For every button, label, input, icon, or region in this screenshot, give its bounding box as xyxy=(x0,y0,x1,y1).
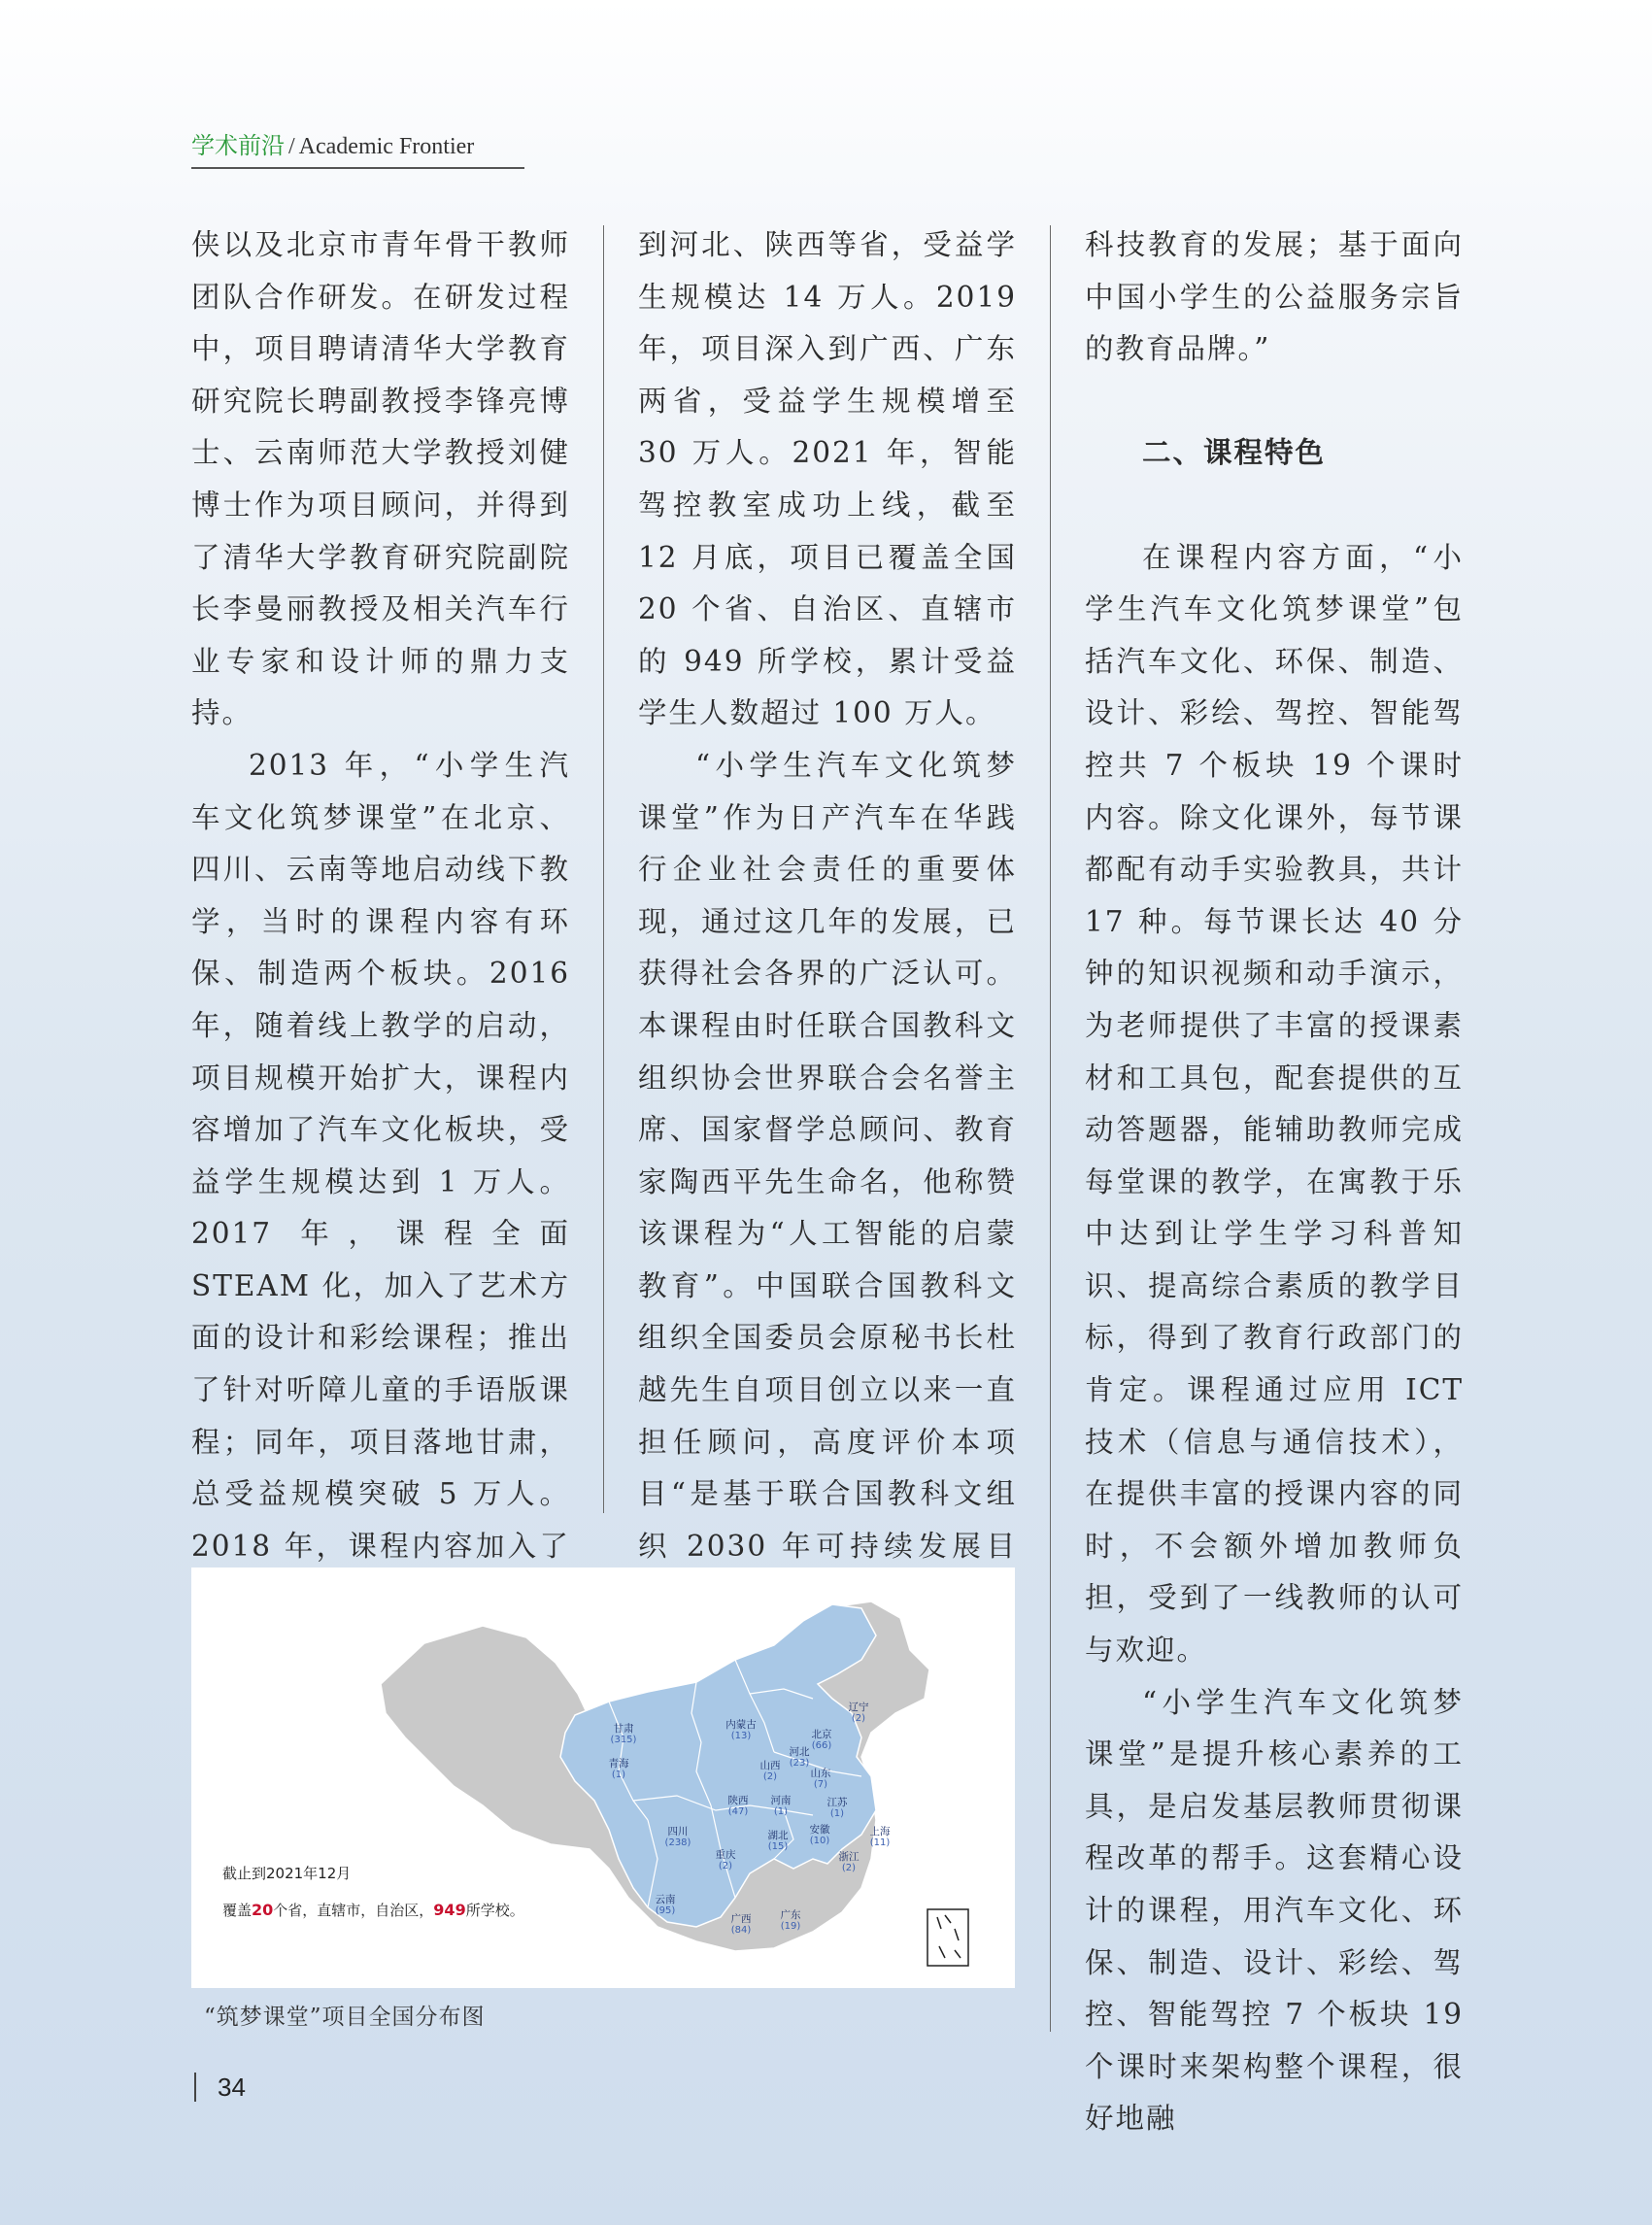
map-label-neimenggu: 内蒙古 (13) xyxy=(725,1719,757,1741)
header-section-en: Academic Frontier xyxy=(298,134,475,159)
map-label-guangdong: 广东 (19) xyxy=(780,1909,801,1932)
map-label-jiangsu: 江苏 (1) xyxy=(826,1797,848,1819)
column-divider xyxy=(603,225,604,1513)
paragraph: “小学生汽车文化筑梦课堂”是提升核心素养的工具，是启发基层教师贯彻课程改革的帮手。这套精心设计的课程，用汽车文化、环保、制造、设计、彩绘、驾控、智能驾控 7 个板块 19 个课时来架构整个课程，很好地融 xyxy=(1085,1685,1464,2136)
paragraph: 2013 年，“小学生汽车文化筑梦课堂”在北京、四川、云南等地启动线下教学，当时的课程内容有环保、制造两个板块。2016 年，随着线上教学的启动，项目规模开始扩大，课程内容增加了汽车文化板块，受益学生规模达到 1 万人。2017 年，课程全面 STEAM 化，加入了艺术方面的设计和彩绘课程；推出了针对听障儿童的手语版课程；同年，项目落地甘肃，总受益规模突破 5 万人。2018 年，课程内容加入了 xyxy=(191,748,570,1563)
text-column-1 xyxy=(191,219,570,1677)
map-label-anhui: 安徽 (10) xyxy=(809,1824,830,1846)
map-label-shanghai: 上海 (11) xyxy=(869,1826,891,1848)
map-label-hubei: 湖北 (15) xyxy=(767,1830,789,1852)
section-heading: 二、课程特色 xyxy=(1142,436,1327,470)
map-label-zhejiang: 浙江 (2) xyxy=(838,1851,860,1873)
map-label-yunnan: 云南 (95) xyxy=(655,1894,676,1916)
map-label-guangxi: 广西 (84) xyxy=(730,1913,752,1936)
map-label-hebei: 河北 (23) xyxy=(789,1746,810,1769)
map-note-date: 截止到2021年12月 xyxy=(222,1865,352,1882)
column-divider xyxy=(1050,225,1051,2032)
map-note-coverage: 覆盖20个省，直辖市，自治区，949所学校。 xyxy=(222,1901,524,1919)
map-label-chongqing: 重庆 (2) xyxy=(715,1849,736,1871)
map-label-gansu: 甘肃 (315) xyxy=(610,1723,637,1745)
map-label-beijing: 北京 (66) xyxy=(811,1729,832,1751)
page-number: 34 xyxy=(194,2073,246,2102)
south-china-sea-inset xyxy=(927,1909,968,1966)
distribution-map-figure xyxy=(191,1568,1015,1988)
map-label-liaoning: 辽宁 (2) xyxy=(848,1702,869,1724)
text-column-2 xyxy=(638,219,1017,1625)
map-label-henan: 河南 (1) xyxy=(770,1795,792,1817)
map-label-shaanxi: 陕西 (47) xyxy=(727,1795,749,1817)
map-label-shandong: 山东 (7) xyxy=(810,1768,831,1790)
paragraph: “小学生汽车文化筑梦课堂”作为日产汽车在华践行企业社会责任的重要体现，通过这几年的发展，已获得社会各界的广泛认可。本课程由时任联合国教科文组织协会世界联合会名誉主席、国家督学总顾问、教育家陶西平先生命名，他称赞该课程为“人工智能的启蒙教育”。中国联合国教科文组织全国委员会原秘书长杜越先生自项目创立以来一直担任顾问，高度评价本项目“是基于联合国教科文组织 2030 年可持续发展目 xyxy=(638,748,1017,1563)
paragraph: 科技教育的发展；基于面向中国小学生的公益服务宗旨的教育品牌。” xyxy=(1085,228,1464,366)
china-map-graphic xyxy=(191,1568,1015,1988)
map-label-shanxi: 山西 (2) xyxy=(759,1760,781,1782)
map-label-qinghai: 青海 (1) xyxy=(608,1758,629,1780)
figure-caption: “筑梦课堂”项目全国分布图 xyxy=(204,2005,486,2030)
header-section-cn: 学术前沿 xyxy=(191,132,285,159)
paragraph: 侠以及北京市青年骨干教师团队合作研发。在研发过程中，项目聘请清华大学教育研究院长聘副教授李锋亮博士、云南师范大学教授刘健博士作为项目顾问，并得到了清华大学教育研究院副院长李曼丽教授及相关汽车行业专家和设计师的鼎力支持。 xyxy=(191,228,570,730)
header-separator: / xyxy=(288,134,295,159)
paragraph: 在课程内容方面，“小学生汽车文化筑梦课堂”包括汽车文化、环保、制造、设计、彩绘、驾控、智能驾控共 7 个板块 19 个课时内容。除文化课外，每节课都配有动手实验教具，共计 17 种。每节课长达 40 分钟的知识视频和动手演示，为老师提供了丰富的授课素材和工具包，配套提供的互动答题器，能辅助教师完成每堂课的教学，在寓教于乐中达到让学生学习科普知识、提高综合素质的教学目标，得到了教育行政部门的肯定。课程通过应用 ICT 技术（信息与通信技术），在提供丰富的授课内容的同时，不会额外增加教师负担，受到了一线教师的认可与欢迎。 xyxy=(1085,540,1464,1668)
running-header xyxy=(191,126,524,169)
text-column-3 xyxy=(1085,219,1464,2145)
map-label-sichuan: 四川 (238) xyxy=(664,1826,691,1848)
paragraph: 到河北、陕西等省，受益学生规模达 14 万人。2019 年，项目深入到广西、广东两省，受益学生规模增至 30 万人。2021 年，智能驾控教室成功上线，截至 12 月底，项目已覆盖全国 20 个省、自治区、直辖市的 949 所学校，累计受益学生人数超过 100 万人。 xyxy=(638,228,1017,730)
